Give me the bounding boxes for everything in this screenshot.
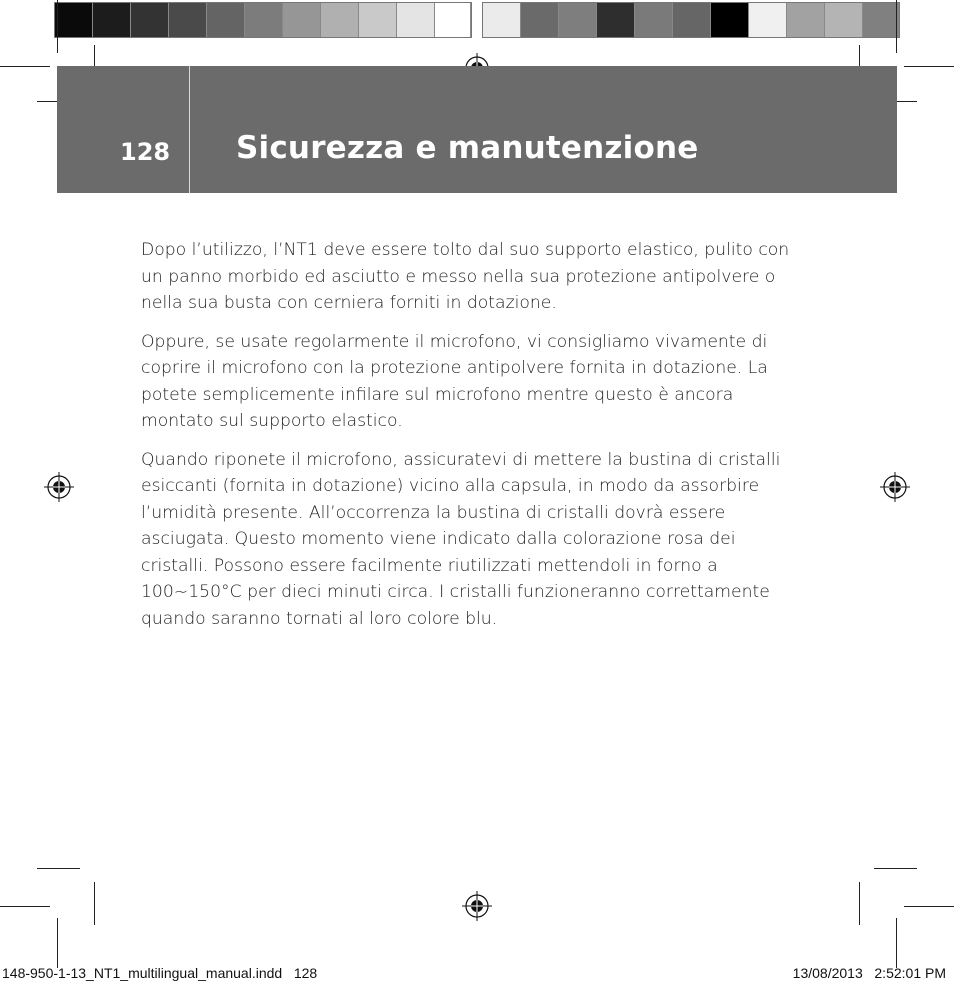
- registration-mark-icon: [44, 472, 74, 502]
- swatch: [207, 3, 245, 37]
- registration-mark-icon: [462, 891, 492, 921]
- swatch: [169, 3, 207, 37]
- crop-mark: [0, 906, 50, 907]
- paragraph: Quando riponete il microfono, assicuratevi di mettere la bustina di cristalli esiccanti (fornita in dotazione) vicino alla capsula, in modo da assorbire l’umidità presente. All’occorrenza la bustina di cristalli dovrà essere asciugata. Questo momento viene indicato dalla colorazione rosa dei cristalli. Possono essere facilmente riutilizzati mettendoli in forno a 100~150°C per dieci minuti circa. I cristalli funzioneranno correttamente quando saranno tornati al loro colore blu.: [141, 449, 781, 629]
- swatch: [359, 3, 397, 37]
- crop-mark: [896, 918, 897, 968]
- swatch: [863, 3, 899, 37]
- swatch: [673, 3, 711, 37]
- swatch: [711, 3, 749, 37]
- swatch: [131, 3, 169, 37]
- crop-mark: [896, 0, 897, 53]
- swatch: [435, 3, 471, 37]
- crop-mark: [57, 918, 58, 968]
- swatch: [483, 3, 521, 37]
- color-bar-right: [482, 2, 900, 38]
- swatch: [635, 3, 673, 37]
- footer-timestamp: 13/08/2013 2:52:01 PM: [792, 965, 946, 981]
- swatch: [397, 3, 435, 37]
- registration-mark-icon: [880, 472, 910, 502]
- crop-mark: [0, 66, 50, 67]
- swatch: [93, 3, 131, 37]
- paragraph: Dopo l’utilizzo, l’NT1 deve essere tolto dal suo supporto elastico, pulito con un panno morbido ed asciutto e messo nella sua protezione antipolvere o nella sua busta con cerniera forniti in dotazione.: [141, 240, 790, 313]
- crop-mark: [859, 882, 860, 925]
- swatch: [749, 3, 787, 37]
- footer-file-info: 148-950-1-13_NT1_multilingual_manual.indd 128: [2, 965, 318, 981]
- body-text: [141, 237, 801, 644]
- swatch: [597, 3, 635, 37]
- color-bar-left: [54, 2, 472, 38]
- page-title: Sicurezza e manutenzione: [236, 130, 699, 166]
- swatch: [283, 3, 321, 37]
- header-divider: [189, 66, 190, 193]
- swatch: [321, 3, 359, 37]
- swatch: [787, 3, 825, 37]
- crop-mark: [904, 66, 954, 67]
- swatch: [55, 3, 93, 37]
- crop-mark: [94, 882, 95, 925]
- paragraph: Oppure, se usate regolarmente il microfono, vi consigliamo vivamente di coprire il microfono con la protezione antipolvere fornita in dotazione. La potete semplicemente infilare sul microfono mentre questo è ancora montato sul supporto elastico.: [141, 331, 768, 431]
- crop-mark: [37, 868, 80, 869]
- swatch: [521, 3, 559, 37]
- crop-mark: [57, 0, 58, 53]
- swatch: [559, 3, 597, 37]
- page-number: 128: [120, 138, 171, 166]
- crop-mark: [874, 868, 917, 869]
- crop-mark: [904, 906, 954, 907]
- swatch: [825, 3, 863, 37]
- swatch: [245, 3, 283, 37]
